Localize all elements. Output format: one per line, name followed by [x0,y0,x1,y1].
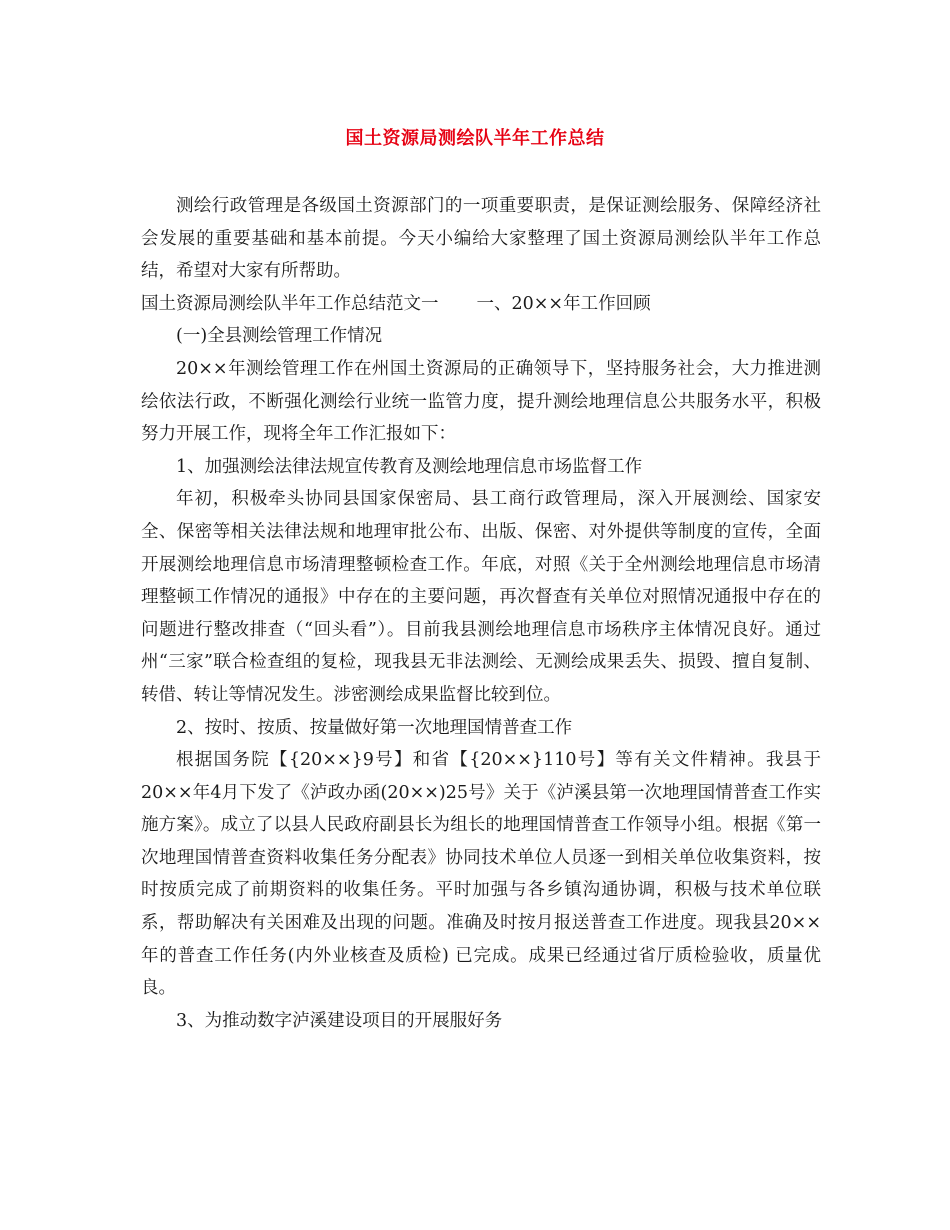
section-heading: 一、20××年工作回顾 [476,293,651,314]
subsection-heading: (一)全县测绘管理工作情况 [176,326,383,347]
document-body [141,190,821,1037]
item-1-paragraph: 年初，积极牵头协同县国家保密局、县工商行政管理局，深入开展测绘、国家安全、保密等相关法律法规和地理审批公布、出版、保密、对外提供等制度的宣传，全面开展测绘地理信息市场清理整顿检查工作。年底，对照《关于全州测绘地理信息市场清理整顿工作情况的通报》中存在的主要问题，再次督查有关单位对照情况通报中存在的问题进行整改排查（“回头看”）。目前我县测绘地理信息市场秩序主体情况良好。通过州“三家”联合检查组的复检，现我县无非法测绘、无测绘成果丢失、损毁、擅自复制、转借、转让等情况发生。涉密测绘成果监督比较到位。 [141,489,821,705]
document-title: 国土资源局测绘队半年工作总结 [345,128,605,149]
sample-title: 国土资源局测绘队半年工作总结范文一 [141,293,439,314]
summary-paragraph: 20××年测绘管理工作在州国土资源局的正确领导下，坚持服务社会，大力推进测绘依法行政，不断强化测绘行业统一监管力度，提升测绘地理信息公共服务水平，积极努力开展工作，现将全年工作汇报如下： [141,358,821,445]
section-heading-line [141,288,821,321]
item-heading-2: 2、按时、按质、按量做好第一次地理国情普查工作 [176,717,573,738]
item-2-paragraph: 根据国务院【{20××}9号】和省【{20××}110号】等有关文件精神。我县于20××年4月下发了《泸政办函(20××)25号》关于《泸溪县第一次地理国情普查工作实施方案》。成立了以县人民政府副县长为组长的地理国情普查工作领导小组。根据《第一次地理国情普查资料收集任务分配表》协同技术单位人员逐一到相关单位收集资料，按时按质完成了前期资料的收集任务。平时加强与各乡镇沟通协调，积极与技术单位联系，帮助解决有关困难及出现的问题。准确及时按月报送普查工作进度。现我县20××年的普查工作任务(内外业核查及质检) 已完成。成果已经通过省厅质检验收，质量优良。 [141,750,821,999]
intro-paragraph: 测绘行政管理是各级国土资源部门的一项重要职责，是保证测绘服务、保障经济社会发展的重要基础和基本前提。今天小编给大家整理了国土资源局测绘队半年工作总结，希望对大家有所帮助。 [141,196,821,282]
item-heading-3: 3、为推动数字泸溪建设项目的开展服好务 [176,1010,503,1031]
item-heading-1: 1、加强测绘法律法规宣传教育及测绘地理信息市场监督工作 [176,456,643,477]
